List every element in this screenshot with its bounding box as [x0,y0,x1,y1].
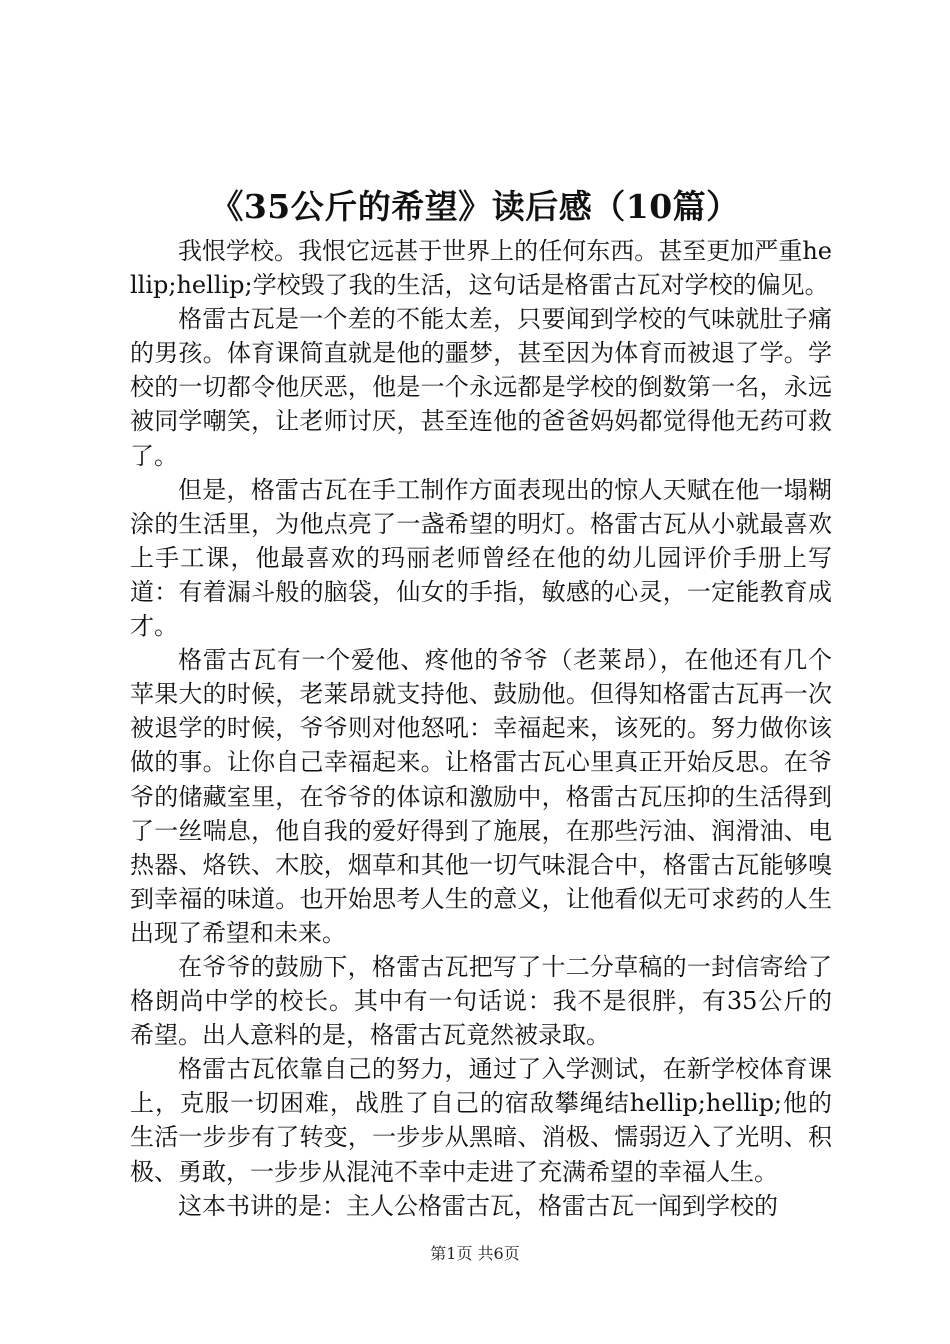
page-footer: 第1页 共6页 [430,1244,520,1263]
paragraph: 在爷爷的鼓励下，格雷古瓦把写了十二分草稿的一封信寄给了格朗尚中学的校长。其中有一句话说：我不是很胖，有35公斤的希望。出人意料的是，格雷古瓦竟然被录取。 [130,952,832,1050]
paragraph: 格雷古瓦是一个差的不能太差，只要闻到学校的气味就肚子痛的男孩。体育课简直就是他的噩梦，甚至因为体育而被退了学。学校的一切都令他厌恶，他是一个永远都是学校的倒数第一名，永远被同学嘲笑，让老师讨厌，甚至连他的爸爸妈妈都觉得他无药可救了。 [130,305,832,470]
document-body [130,234,832,1223]
document-title: 《35公斤的希望》读后感（10篇） [210,187,740,226]
paragraph: 但是，格雷古瓦在手工制作方面表现出的惊人天赋在他一塌糊涂的生活里，为他点亮了一盏希望的明灯。格雷古瓦从小就最喜欢上手工课，他最喜欢的玛丽老师曾经在他的幼儿园评价手册上写道：有着漏斗般的脑袋，仙女的手指，敏感的心灵，一定能教育成才。 [130,475,832,641]
paragraph: 格雷古瓦依靠自己的努力，通过了入学测试，在新学校体育课上，克服一切困难，战胜了自己的宿敌攀绳结hellip;hellip;他的生活一步步有了转变，一步步从黑暗、消极、懦弱迈入了光明、积极、勇敢，一步步从混沌不幸中走进了充满希望的幸福人生。 [130,1055,832,1186]
paragraph: 格雷古瓦有一个爱他、疼他的爷爷（老莱昂），在他还有几个苹果大的时候，老莱昂就支持他、鼓励他。但得知格雷古瓦再一次被退学的时候，爷爷则对他怒吼：幸福起来，该死的。努力做你该做的事。让你自己幸福起来。让格雷古瓦心里真正开始反思。在爷爷的储藏室里，在爷爷的体谅和激励中，格雷古瓦压抑的生活得到了一丝喘息，他自我的爱好得到了施展，在那些污油、润滑油、电热器、烙铁、木胶，烟草和其他一切气味混合中，格雷古瓦能够嗅到幸福的味道。也开始思考人生的意义，让他看似无可求药的人生出现了希望和未来。 [130,646,832,947]
paragraph: 这本书讲的是：主人公格雷古瓦，格雷古瓦一闻到学校的 [178,1191,778,1220]
paragraph: 我恨学校。我恨它远甚于世界上的任何东西。甚至更加严重hellip;hellip;学校毁了我的生活，这句话是格雷古瓦对学校的偏见。 [130,237,832,300]
